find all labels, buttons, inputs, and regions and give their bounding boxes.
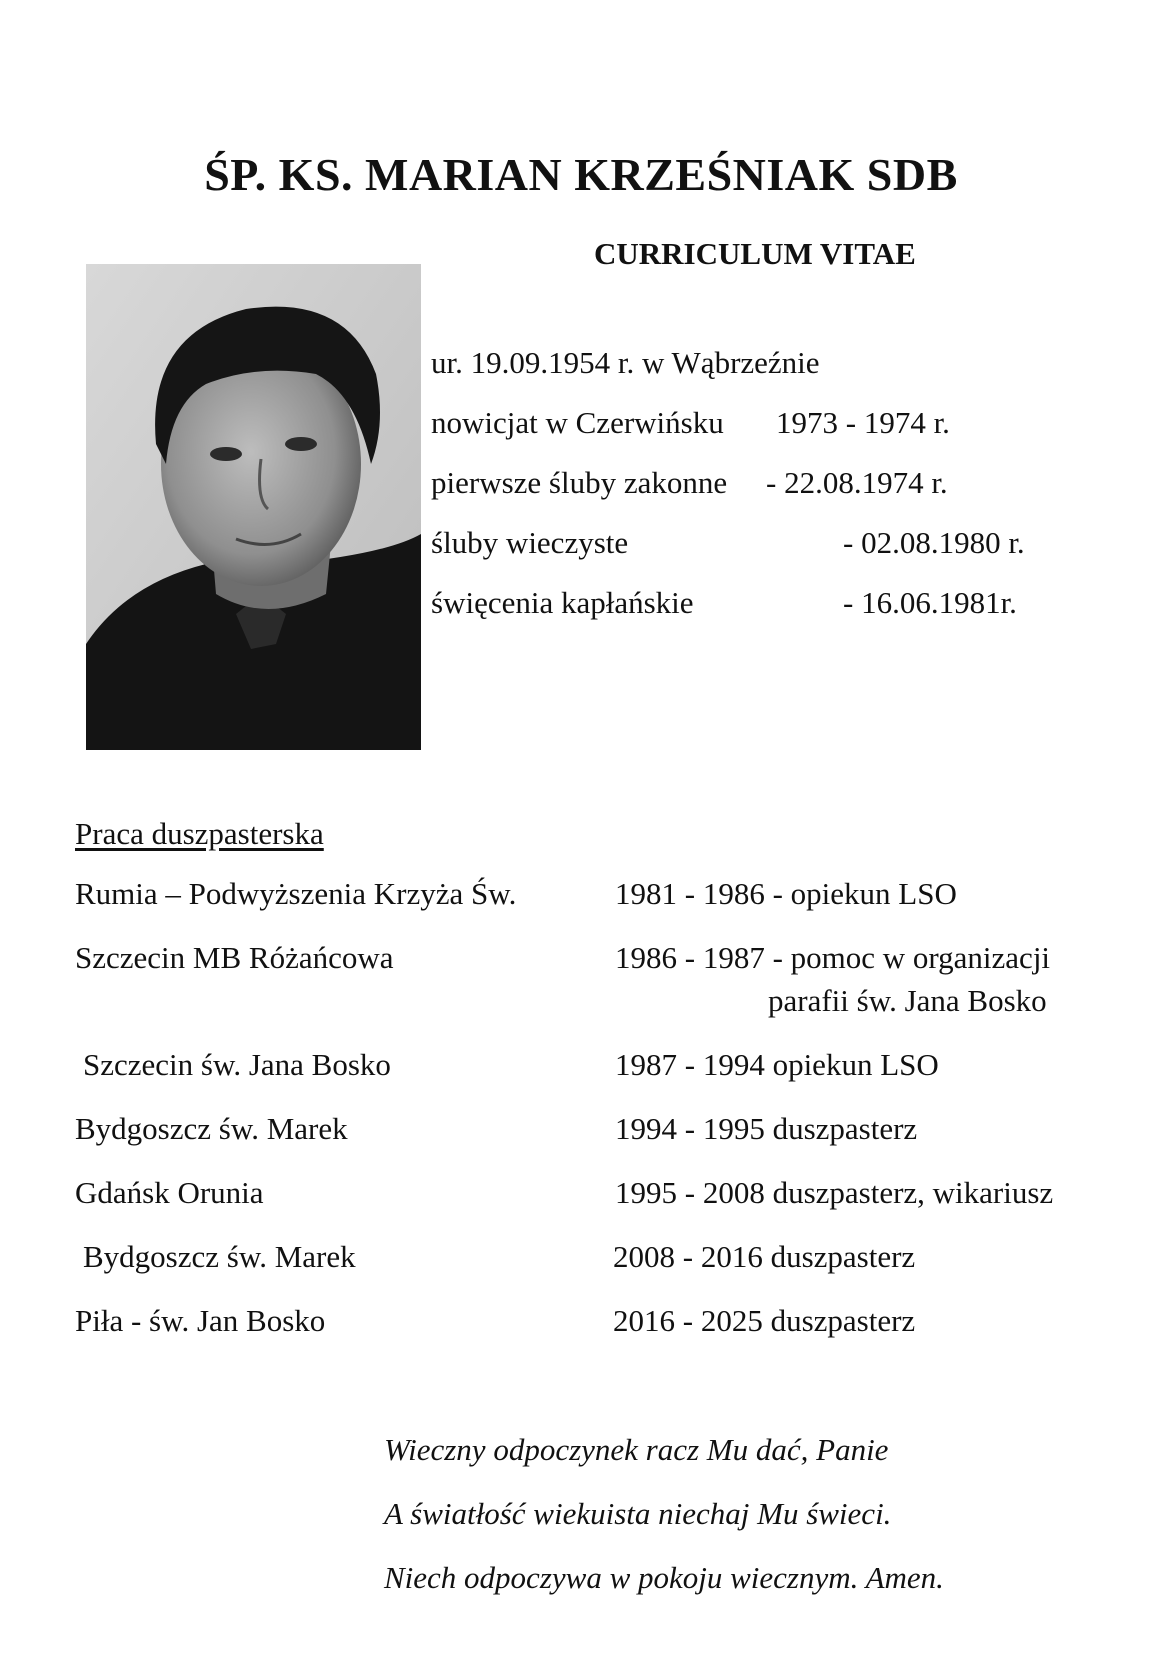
- pastoral-work: 1981 - 1986 - opiekun LSO: [615, 876, 957, 911]
- pastoral-place: Szczecin MB Różańcowa: [75, 940, 394, 975]
- bio-value: - 16.06.1981r.: [843, 585, 1017, 620]
- bio-label: śluby wieczyste: [431, 525, 629, 560]
- pastoral-work: 1995 - 2008 duszpasterz, wikariusz: [615, 1175, 1054, 1210]
- prayer-line: A światłość wiekuista niechaj Mu świeci.: [384, 1496, 892, 1531]
- pastoral-work: 1986 - 1987 - pomoc w organizacji: [615, 940, 1051, 975]
- bio-value: - 02.08.1980 r.: [843, 525, 1025, 560]
- page-title: ŚP. KS. MARIAN KRZEŚNIAK SDB: [204, 149, 958, 200]
- pastoral-place: Rumia – Podwyższenia Krzyża Św.: [75, 876, 517, 911]
- pastoral-place: Szczecin św. Jana Bosko: [83, 1047, 391, 1082]
- bio-label: święcenia kapłańskie: [431, 585, 694, 620]
- pastoral-work-continued: parafii św. Jana Bosko: [768, 983, 1047, 1018]
- pastoral-work: 1987 - 1994 opiekun LSO: [615, 1047, 939, 1082]
- bio-line-first-vows: [431, 465, 948, 501]
- bio-label: ur. 19.09.1954 r. w Wąbrzeźnie: [431, 345, 820, 380]
- pastoral-work: 2016 - 2025 duszpasterz: [613, 1303, 916, 1338]
- bio-value: 1973 - 1974 r.: [776, 405, 950, 440]
- bio-line-birth: [431, 345, 820, 381]
- pastoral-place: Piła - św. Jan Bosko: [75, 1303, 326, 1338]
- bio-line-novitiate: [431, 405, 950, 441]
- bio-label: pierwsze śluby zakonne: [431, 465, 728, 500]
- prayer-line: Wieczny odpoczynek racz Mu dać, Panie: [384, 1432, 889, 1467]
- pastoral-place: Gdańsk Orunia: [75, 1175, 264, 1210]
- bio-line-perpetual-vows: [431, 525, 1025, 561]
- pastoral-place: Bydgoszcz św. Marek: [83, 1239, 356, 1274]
- pastoral-work: 1994 - 1995 duszpasterz: [615, 1111, 918, 1146]
- section-heading: Praca duszpasterska: [75, 816, 324, 851]
- pastoral-place: Bydgoszcz św. Marek: [75, 1111, 348, 1146]
- bio-label: nowicjat w Czerwińsku: [431, 405, 724, 440]
- bio-value: - 22.08.1974 r.: [766, 465, 948, 500]
- pastoral-work: 2008 - 2016 duszpasterz: [613, 1239, 916, 1274]
- page-subtitle: CURRICULUM VITAE: [594, 236, 916, 271]
- portrait-photo: [86, 264, 421, 750]
- prayer-line: Niech odpoczywa w pokoju wiecznym. Amen.: [384, 1560, 944, 1595]
- bio-line-ordination: [431, 585, 1017, 621]
